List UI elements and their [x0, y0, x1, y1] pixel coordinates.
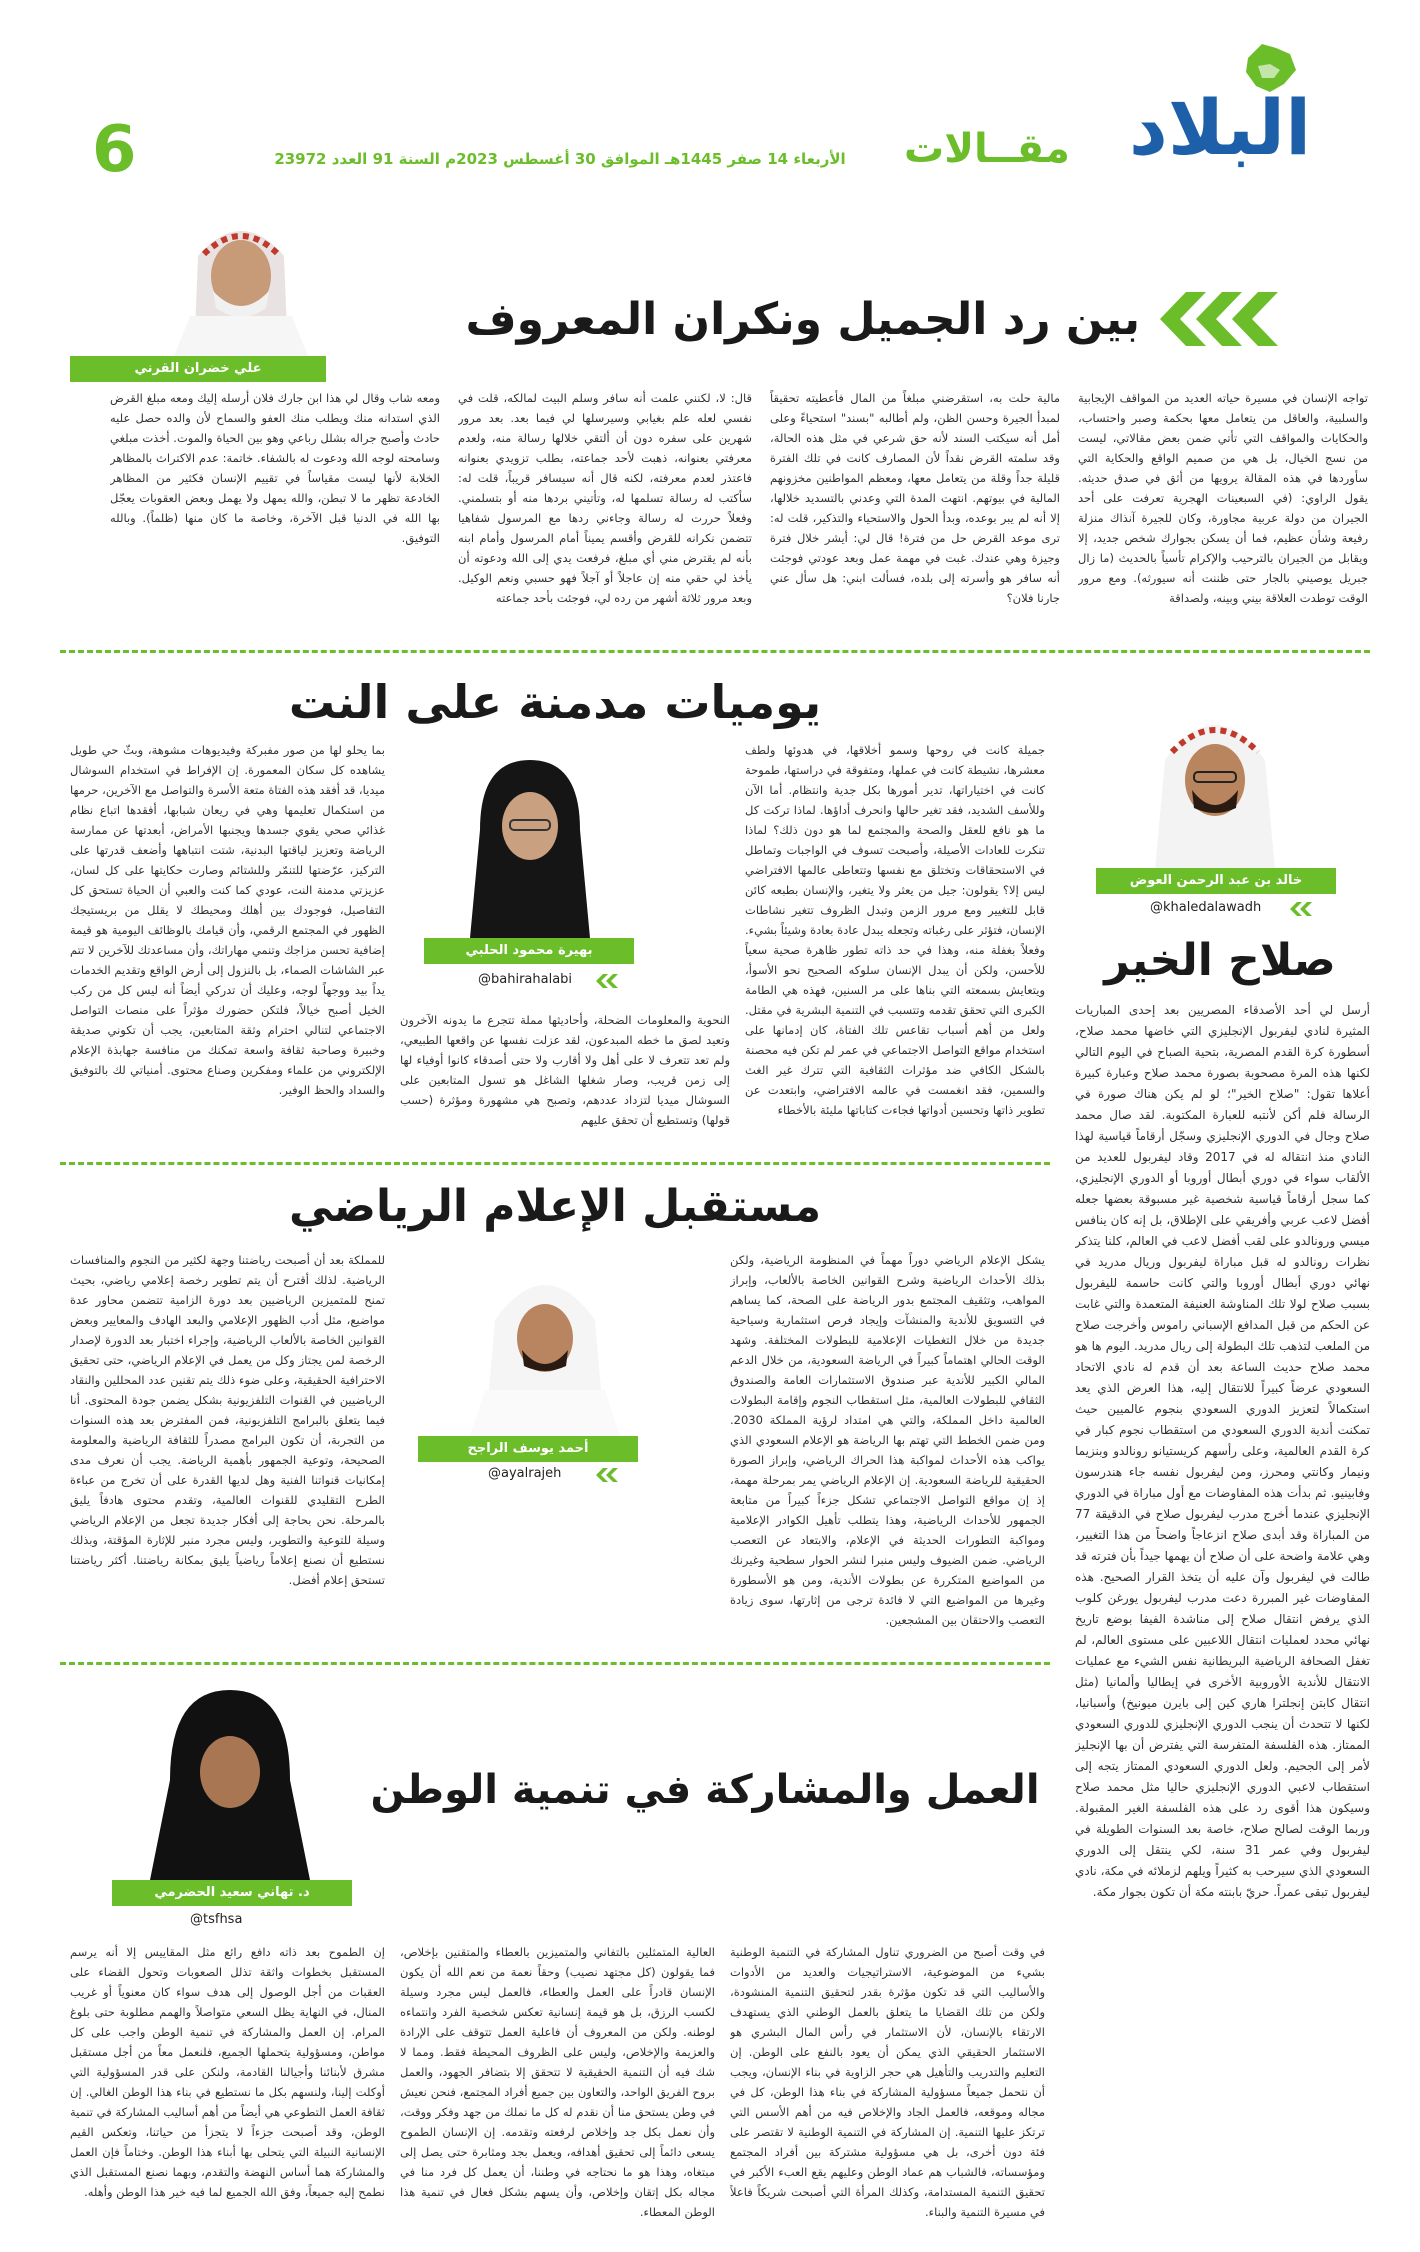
- article-column: أرسل لي أحد الأصدقاء المصريين بعد إحدى المباريات المثيرة لنادي ليفربول الإنجليزي التي خاضها محمد صلاح، أسطورة كرة القدم المصرية، بتحية الصباح في اليوم التالي لكنها هذه المرة مصحوبة بصورة محمد صلاح وعبارة كبيرة أعلاها تقول: "صلاح الخير"؛ لو لم يكن هناك صورة في الرسالة فلم أكن لأنتبه للعبارة المكتوبة. لقد صال محمد صلاح وجال في الدوري الإنجليزي وسجّل أرقاماً قياسية لهذا النادي منذ انتقاله له في 2017 وقاد ليفربول للعديد من الألقاب سواء في دوري أبطال أوروبا أو الدوري الإنجليزي، كما سجل أرقاماً قياسية شخصية غير مسبوقة بعضها جعله أفضل لاعب عربي وأفريقي على الإطلاق، بل إنه كان ينافس ميسي ورونالدو على لقب أفضل لاعب في العالم، كلنا يتذكر نظرات رونالدو له قبل مباراة ليفربول وريال مدريد في نهائي دوري أبطال أوروبا والتي كانت حاسمة لليفربول بسبب صلاح لولا تلك المناوشة العنيفة المتعمدة والتي غابت عن الحكم من قبل المدافع الإسباني راموس وأخرجت صلاح من الملعب لتذهب تلك البطولة إلى ريال مدريد. اليوم ها هو محمد صلاح حديث الساعة بعد أن قدم له نادي الاتحاد السعودي عرضاً كبيراً للانتقال إليه، هذا العرض الذي يعد استكمالاً لتعزيز الدوري السعودي بنجوم عالميين حيث تمكنت أندية الدوري السعودي من استقطاب نجوم كبار في كرة القدم العالمية، وعلى رأسهم كريستيانو رونالدو وبنزيما ونيمار وكانتي ومحرز، ومن ليفربول نفسه جاء هندرسون وفابينيو. ثم بدأت هذه المفاوضات مع أول مباراة في الدوري الإنجليزي عندما أخرج مدرب ليفربول صلاح في الدقيقة 77 من المباراة وقد أبدى صلاح انزعاجاً واضحاً من هذا التغيير، وهي علامة واضحة على أن صلاح أن يهمها جيداً بأن فترته قد طالت في ليفربول وآن عليه أن يتخذ القرار الصحيح. هذه المفاوضات غير المبررة دعت مدرب ليفربول يورغن كلوب الذي يرفض انتقال صلاح إلى مناشدة الفيفا بوضع تاريخ نهائي محدد لعمليات انتقال اللاعبين على مستوى العالم، لم تغفل الصحافة الرياضية البريطانية نفس الشيء مع عمليات الانتقال للأندية الأوروبية الأخرى في إيطاليا وألمانيا (مثل انتقال كابتن إنجلترا هاري كين إلى بايرن ميونيخ) وأسبانيا، لكنها لا تتحدث أن ينجب الدوري الإنجليزي للدوري السعودي الممتاز. هذه الفلسفة المتفرسة التي يفترض أن بها الإنجليز لأمر إلى الجحيم. ولعل الدوري السعودي الممتاز يتجه إلى استقطاب لاعبي الدوري الإنجليزي حاليا مثل محمد صلاح وسيكون هذا أقوى رد على هذه الفلسفة الغير المقبولة. وربما الوقت لصالح صلاح، خاصة بعد السنوات الطويلة في ليفربول وفي عمر 31 سنة، لكي ينتقل إلى الدوري السعودي الذي سيرحب به كثيراً ويلهم لزملائه في مكة، نادي ليفربول تبقى عمراً. حريّ بابنته مكة أن تكون بجوار مكة.: [1075, 1003, 1370, 1899]
- author-photo: [470, 1250, 620, 1436]
- article-title: العمل والمشاركة في تنمية الوطن: [370, 1767, 1040, 1813]
- article-column: مالية حلت به، استقرضني مبلغاً من المال فأعطيته تحقيقاً لمبدأ الجيرة وحسن الظن، ولم أطالبه "بسند" استحياءً وعلى أمل أنه سيكتب السند لأنه حق شرعي في مثل هذه الحالة، وقد سلمته القرض نقداً لأن المصارف كانت في تلك الفترة قليلة جداً وقلة من يتعامل معها، ومعظم المواطنين مخزونهم المالية في بيوتهم. انتهت المدة التي وعدني بالتسديد خلالها، إلا أنه لم يبر بوعده، وبدأ الحول والاستحياء والتذكير، قلت له: ترى موعد القرض حل من فترة! قال لي: أيشر خلال فترة وجيزة وهي عندك. غبت في مهمة عمل وبعد عودتي فوجئت أنه سافر هو وأسرته إلى بلده، فسألت ابني: هل سأل عني جارنا فلان؟: [770, 391, 1060, 605]
- section-title: مقــالات: [904, 126, 1070, 172]
- newspaper-logo: [1120, 40, 1320, 190]
- article-column: للمملكة بعد أن أصبحت رياضتنا وجهة لكثير من النجوم والمنافسات الرياضية. لذلك أقترح أن يتم تطوير رخصة إعلامي رياضي، بحيث تمنح للمتميزين الرياضيين بعد دورة الزامية تتضمن محاور عدة مواضيع، مثل أدب الظهور الإعلامي والبعد الهادف والمعايير وبعض القوانين الخاصة بالألعاب الرياضية، وإجراء اختبار بعد الدورة لإصدار الرخصة لمن يجتاز وكل من يعمل في الإعلام الرياضي، حتى تحقيق الاحترافية الحقيقية، وعلى ضوء ذلك يتم تقنين عدد المحللين والنقاد الرياضيين في القنوات التلفزيونية بشكل يضمن جودة المحتوى. أنا فيما يتعلق بالبرامج التلفزيونية، فمن المفترض بعد هذه السنوات من التجربة، أن تكون البرامج مصدراً للثقافة الرياضية والمعلومة الصحيحة، وتوعية الجمهور بأهمية الرياضة. يجب أن نعرف مدى إمكانيات قنواتنا الفنية وهل لديها القدرة على أن تخرج من عباءة الطرح التقليدي للقنوات العالمية، وتقدم محتوى هادفاً يليق بالمرحلة. نحن بحاجة إلى أفكار جديدة تجعل من الإعلام الرياضي وسيلة للتوعية والتطوير، وليس مجرد منبر للإثارة المؤقتة، وبذلك نستطيع أن نصنع إعلاماً رياضياً يليق بمكانة رياضتنا. أكثر رياضتنا تستحق إعلام أفضل.: [70, 1253, 385, 1587]
- author-photo: [450, 740, 610, 938]
- chevron-icon: [1290, 902, 1320, 916]
- author-handle[interactable]: @khaledalawadh: [1150, 900, 1262, 915]
- article-title: مستقبل الإعلام الرياضي: [288, 1181, 822, 1232]
- author-handle[interactable]: @tsfhsa: [190, 1912, 243, 1927]
- author-photo: [1140, 690, 1290, 870]
- chevron-icon: [596, 1468, 626, 1482]
- logo-text: البلاد: [1128, 83, 1312, 172]
- section-divider: [60, 1162, 1050, 1165]
- article-title: يوميات مدمنة على النت: [288, 675, 822, 729]
- article-column: إن الطموح بعد ذاته دافع رائع مثل المقاييس إلا أنه يرسم المستقبل بخطوات واثقة تذلل الصعوبات وتحول القضاء على العقبات من أجل الوصول إلى هدف سواء كان معنوياً أو غريب المنال، في النهاية يظل السعي متواصلاً والهمم مطلوبة حتى بلوغ المرام. إن العمل والمشاركة في تنمية الوطن واجب على كل مواطن، ومسؤولية يتحملها الجميع، فلنعمل معاً من أجل مستقبل مشرق لأبنائنا وأجيالنا القادمة، ولنكن على قدر المسؤولية التي أوكلت إلينا، ولنسهم بكل ما نستطيع في بناء هذا الوطن الغالي. إن ثقافة العمل التطوعي هي أيضاً من أهم أساليب المشاركة في تنمية الوطن، وقد أصبحت جزءاً لا يتجزأ من حياتنا، وتعكس القيم الإنسانية النبيلة التي يتحلى بها أبناء هذا الوطن. وختاماً فإن العمل والمشاركة هما أساس النهضة والتقدم، وبهما نصنع المستقبل الذي نطمح إليه جميعاً، وفق الله الجميع لما فيه خير هذا الوطن وأهله.: [70, 1945, 385, 2199]
- article-column: قال: لا، لكنني علمت أنه سافر وسلم البيت لمالكه، قلت في نفسي لعله علم بغيابي وسيرسلها لي فيما بعد. بعد مرور شهرين على سفره دون أن ألتقي خلالها رسالة منه، ولعدم معرفتي بعنوانه، ذهبت لأحد جماعته، بطلب تزويدي بعنوانه فاعتذر لعدم معرفته، لكنه قال أنه سيسافر قريباً، قلت له: سأكتب له رسالة تسلمها له، وتأتيني بردها منه أو بتسلمني. وفعلاً حررت له رسالة وجاءني ردها مع المرسول شفاهيا تتضمن نكرانه للقرض وأقسم يميناً أمام المرسول وأمام ابنه بأنه لم يقترض مني أي مبلغ، فرفعت يدي إلى الله ودعوته أن يأخذ لي حقي منه إن عاجلاً أو آجلاً فهو حسبي ونعم الوكيل. وبعد مرور ثلاثة أشهر من رده لي، فوجئت بأحد جماعته: [458, 391, 752, 605]
- author-handle[interactable]: @bahirahalabi: [478, 972, 573, 987]
- article-column: العالية المتمثلين بالتفاني والمتميزين بالعطاء والمتقنين بإخلاص، فما يقولون (كل مجتهد نصيب) وحقاً نعمة من نعم الله أن يكون الإنسان قادراً على العمل والعطاء، فالعمل ليس مجرد وسيلة لكسب الرزق، بل هو قيمة إنسانية تعكس شخصية الفرد وانتماءه لوطنه. ولكن من المعروف أن فاعلية العمل تتوقف على الإرادة والعزيمة والإخلاص، وليس على الظروف المحيطة فقط. ومما لا شك فيه أن التنمية الحقيقية لا تتحقق إلا بتضافر الجهود، والعمل بروح الفريق الواحد، والتعاون بين جميع أفراد المجتمع، فنحن نعيش في وطن يستحق منا أن نقدم له كل ما نملك من جهد وفكر ووقت، وأن نعمل بكل جد وإخلاص لرفعته وتقدمه. إن الإنسان الطموح يسعى دائماً إلى تحقيق أهدافه، ويعمل بجد ومثابرة حتى يصل إلى مبتغاه، وهذا هو ما نحتاجه في وطننا، أن يعمل كل فرد منا في مجاله بكل إتقان وإخلاص، وأن يسهم بشكل فعال في تنمية هذا الوطن المعطاء.: [400, 1945, 715, 2219]
- article-column: النحوية والمعلومات الضحلة، وأحاديثها مملة تتجرع ما يدونه الآخرون وتعيد لصق ما خطه المبدعون، لقد عزلت نفسها عن واقعها الطبيعي، ولم تعد تتعرف لا على أهل ولا أقارب ولا حتى أصدقاء كانوا أوفياء لها إلى زمن قريب، وصار شغلها الشاغل هو تسول المتابعين على السوشال ميديا لتزداد عددهم، وتصبح هي مشهورة ومؤثرة (حسب قولها) وتستطيع أن تحقق عليهم: [400, 1013, 730, 1127]
- author-name: د. تهاني سعيد الحضرمي: [112, 1880, 352, 1906]
- section-divider: [60, 1662, 1050, 1665]
- article-column: بما يحلو لها من صور مفبركة وفيديوهات مشوهة، وبثّ حي طويل يشاهده كل سكان المعمورة. إن الإفراط في استخدام السوشال ميديا، قد أفقد هذه الفتاة متعة الأسرة والتواصل مع الآخرين، حرمها من استكمال تعليمها وهي في ريعان شبابها، أفقدها اتباع نظام غذائي صحي يقوي جسدها ويجنبها الأمراض، أبعدتها عن ممارسة الرياضة وتعزيز لياقتها البدنية، شتت انتباهها وأضعف قدرتها على التركيز، عرّضتها للتنمّر وللشتائم وصارت حكايتها على كل لسان، عزيزتي مدمنة النت، عودي كما كنت والعبي أن الحياة تستحق كل التفاصيل، فوجودك بين أهلك ومحيطك لا يقلل من بريستيجك الظهور في المجتمع الرقمي، وأن قيامك بالوظائف اليومية هو قيمة إضافية تحسن مزاجك وتنمي مهاراتك، وأن مساعدتك للآخرين لا تتم عبر الشاشات الصماء، بل بالنزول إلى أرض الواقع وتقديم الخدمات يداً بيد ووجهاً لوجه، وعليك أن تدركي أيضاً أنه ليس كل من ركب الخيل أصبح خيالاً، فلتكن حضورك مؤثراً على منصات التواصل الاجتماعي لتنالي احترام وثقة المتابعين، يجب أن تكوني صديقة وخبيرة وصاحبة ثقافة واسعة تمكنك من منافسة جهابذة الإعلام الإلكتروني من علماء ومفكرين وصناع محتوى. أمنياتي لك بالتوفيق والسداد والحظ الوفير.: [70, 743, 385, 1097]
- article-column: جميلة كانت في روحها وسمو أخلاقها، في هدوئها ولطف معشرها، نشيطة كانت في عملها، ومتفوقة في دراستها، طموحة كانت في اختياراتها، تدير أمورها بكل جدية وانتظام. أما الآن وللأسف الشديد، فقد تغير حالها وانحرف أداؤها. لماذا تركت كل ما هو نافع للعقل والصحة والمجتمع لما هو دون ذلك؟ لماذا تنكرت للعادات الأصيلة، وأصبحت تسوف في الواجبات وتماطل في الاستحقاقات وتختلق مع نفسها وتتعاطى عالمها الافتراضي ليس إلا؟ يقولون: جيل من يعثر ولا يتغير، والإنسان بطبعه كائن قابل للتغيير ومع مرور الزمن وتبدل الظروف تتغير نشاطات الإنسان، فتؤثر على رغباته وتجعله يبدل عادة بعادة وشيئاً بشيء. وفعلاً بغفلة منه، وهذا في حد ذاته تطور ظاهرة صحية سعياً للأحسن، ولكن أن يبدل الإنسان سلوكه الصحيح نحو الأسوأ، ويتعايش بسمعته التي بناها على مر السنين، فهذه هي الطامة الكبرى التي تحقق تقدمه وتتسبب في التنمية البشرية في مقتل. ولعل من أهم أسباب تقاعس تلك الفتاة، كان إدمانها على استخدام مواقع التواصل الاجتماعي في عمر لم تكن فيه محصنة بالشكل الكافي ضد مؤثرات الثقافية التي تترك غير الغث والسمين، فقد انغمست في عالمه الافتراضي، وابتعدت عن تطوير ذاتها وتحسين أدواتها فجاءت كتاباتها مليئة بالأخطاء: [745, 743, 1045, 1117]
- author-photo: [140, 1680, 320, 1880]
- date-line: الأربعاء 14 صفر 1445هـ الموافق 30 أغسطس 2023م السنة 91 العدد 23972: [274, 150, 846, 168]
- author-name: خالد بن عبد الرحمن العوض: [1096, 868, 1336, 894]
- section-divider: [60, 650, 1370, 653]
- article-title: صلاح الخير: [1104, 935, 1336, 986]
- article-column: ومعه شاب وقال لي هذا ابن جارك فلان أرسله إليك ومعه مبلغ القرض الذي استدانه منك ويطلب منك العفو والسماح لأن والده حصل عليه حادث وأصبح جراله بشلل رباعي وهو بين الحياة والموت. أخذت مبلغي وسامحته لوجه الله ودعوت له بالشفاء. خاتمة: عدم الاكتراث بالمظاهر الخلابة لأنها ليست مقياساً في تقييم الإنسان فكثير من المظاهر الخادعة تظهر ما لا تبطن، والله يمهل ولا يهمل وبعض العقوبات يعجّل بها الله في الدنيا قبل الآخرة، وخاصة ما كان منها (ظلماً). وبالله التوفيق.: [110, 391, 440, 545]
- article-column: يشكل الإعلام الرياضي دوراً مهماً في المنظومة الرياضية، ولكن بذلك الأحداث الرياضية وشرح القوانين الخاصة بالألعاب، وإبراز المواهب، وتثقيف المجتمع بدور الرياضة على الصحة، كما يساهم في التسويق للأندية والمنشآت وإيجاد فرص استثمارية وسياحية جديدة من خلال التغطيات الإعلامية للبطولات المختلفة. وشهد الوقت الحالي اهتماماً كبيراً في الرياضة السعودية، من خلال الدعم المالي الكبير للأندية عبر صندوق الاستثمارات العامة والصندوق الثقافي للبطولات العالمية، مثل استقطاب النجوم وإقامة البطولات العالمية داخل المملكة، والتي هي امتداد لرؤية المملكة 2030. ومن ضمن الخطط التي تهتم بها الرياضة هو الإعلام السعودي الذي يواكب هذه الأحداث لمواكبة هذا الحراك الرياضي، وإبراز الصورة الحقيقية للرياضة السعودية. إن الإعلام الرياضي يمر بمرحلة مهمة، إذ إن مواقع التواصل الاجتماعي تشكل جزءاً كبيراً من متابعة الجمهور للأحداث الرياضية، وهذا يتطلب تأهيل الكوادر الإعلامية ومواكبة التطورات الحديثة في الإعلام، والابتعاد عن التعصب الرياضي. ضمن الضيوف وليس منبرا لنشر الحوار سطحية وغيرنك من المواضيع المتكررة عن بطولات الأندية، ومن هو الأسطورة وغيرها من المواضيع التي لا فائدة ترجى من إثارتها، سوى زيادة التعصب والاحتقان بين المشجعين.: [730, 1253, 1045, 1627]
- page-number: 6: [92, 113, 137, 187]
- chevron-icon: [1160, 292, 1280, 346]
- author-handle[interactable]: @ayalrajeh: [488, 1466, 562, 1481]
- article-column: في وقت أصبح من الضروري تناول المشاركة في التنمية الوطنية بشيء من الموضوعية، الاستراتيجيات والعديد من الأدوات والأساليب التي قد تكون مؤثرة بقدر لتحقيق التنمية المنشودة، ولكن من تلك القضايا ما يتعلق بالعمل الوطني الذي يستهدف الارتقاء بالإنسان، لأن الاستثمار في رأس المال البشري هو الاستثمار الحقيقي الذي يمكن أن يعود بالنفع على الوطن. إن التعليم والتدريب والتأهيل هي حجر الزاوية في بناء الإنسان، ويجب أن نتحمل جميعاً مسؤولية المشاركة في بناء هذا الوطن، كل في مجاله وموقعه، فالعمل الجاد والإخلاص فيه من أهم الأسس التي ترتكز عليها التنمية. إن المشاركة في التنمية الوطنية لا تقتصر على فئة دون أخرى، بل هي مسؤولية مشتركة بين أفراد المجتمع ومؤسساته، فالشباب هم عماد الوطن وعليهم يقع العبء الأكبر في تحقيق التنمية المستدامة، وكذلك المرأة التي أصبحت شريكاً فاعلاً في مسيرة التنمية والبناء.: [730, 1945, 1045, 2219]
- chevron-icon: [596, 974, 626, 988]
- author-name: علي خضران القرني: [70, 356, 326, 382]
- author-name: أحمد يوسف الراجح: [418, 1436, 638, 1462]
- author-name: بهيرة محمود الحلبي: [424, 938, 634, 964]
- masthead: [0, 0, 1420, 200]
- author-photo: [168, 196, 314, 356]
- article-column: تواجه الإنسان في مسيرة حياته العديد من المواقف الإيجابية والسلبية، والعاقل من يتعامل معها بحكمة وصبر واحتساب، والحكايات والمواقف التي تأتي ضمن بعض مقالاتي، ليست من نسج الخيال، بل هي من صميم الواقع والحكاية التي سأوردها في هذه المقالة يرويها من أثق في صدق حديثه. يقول الراوي: (في السبعينات الهجرية تعرفت على أحد الجيران من دولة عربية مجاورة، وكان للجيرة آنذاك منزلة رفيعة وشأن عظيم، فما أن يسكن بجوارك شخص جديد، إلا ويقابل من الجيران بالترحيب والإكرام تأسياً بالحديث (ما زال جبريل يوصيني بالجار حتى ظننت أنه سيورثه). ومع مرور الوقت توطدت العلاقة بيني وبينه، ولصداقة: [1078, 391, 1368, 605]
- article-title: بين رد الجميل ونكران المعروف: [465, 294, 1140, 345]
